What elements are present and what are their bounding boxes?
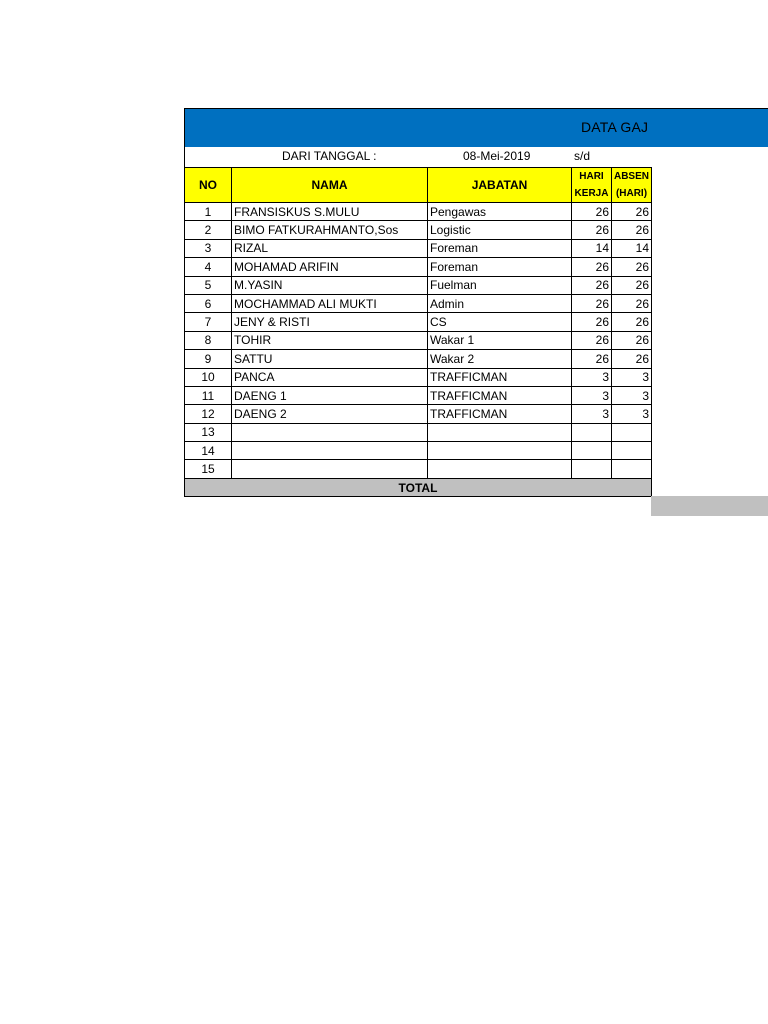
cell-absen[interactable]: 26 — [612, 258, 652, 276]
table-row — [185, 313, 652, 331]
header-absen — [612, 168, 652, 203]
total-row — [185, 478, 652, 496]
cell-nama[interactable]: DAENG 2 — [232, 405, 428, 423]
cell-no[interactable]: 4 — [185, 258, 232, 276]
sheet-title: DATA GAJ — [581, 119, 649, 135]
cell-hari-kerja[interactable]: 26 — [572, 294, 612, 312]
cell-hari-kerja[interactable]: 3 — [572, 405, 612, 423]
cell-hari-kerja[interactable]: 26 — [572, 276, 612, 294]
cell-no[interactable]: 12 — [185, 405, 232, 423]
cell-jabatan[interactable]: Logistic — [428, 221, 572, 239]
cell-no[interactable]: 3 — [185, 239, 232, 257]
table-row — [185, 331, 652, 349]
cell-nama[interactable]: M.YASIN — [232, 276, 428, 294]
cell-nama[interactable] — [232, 423, 428, 441]
cell-nama[interactable]: FRANSISKUS S.MULU — [232, 203, 428, 221]
cell-nama[interactable]: MOCHAMMAD ALI MUKTI — [232, 294, 428, 312]
cell-absen[interactable]: 26 — [612, 276, 652, 294]
cell-jabatan[interactable]: TRAFFICMAN — [428, 405, 572, 423]
cell-jabatan[interactable]: Wakar 1 — [428, 331, 572, 349]
cell-jabatan[interactable] — [428, 460, 572, 478]
cell-hari-kerja[interactable]: 3 — [572, 368, 612, 386]
cell-jabatan[interactable]: CS — [428, 313, 572, 331]
table-row — [185, 460, 652, 478]
cell-hari-kerja[interactable]: 26 — [572, 313, 612, 331]
header-absen-line1: ABSEN — [613, 171, 649, 182]
cell-absen[interactable]: 3 — [612, 405, 652, 423]
cell-absen[interactable]: 14 — [612, 239, 652, 257]
title-bar — [184, 108, 768, 147]
cell-no[interactable]: 9 — [185, 350, 232, 368]
cell-hari-kerja[interactable]: 26 — [572, 331, 612, 349]
cell-absen[interactable]: 26 — [612, 350, 652, 368]
cell-no[interactable]: 15 — [185, 460, 232, 478]
cell-jabatan[interactable]: Pengawas — [428, 203, 572, 221]
cell-jabatan[interactable]: Foreman — [428, 239, 572, 257]
cell-no[interactable]: 10 — [185, 368, 232, 386]
table-row — [185, 258, 652, 276]
table-row — [185, 405, 652, 423]
table-row — [185, 350, 652, 368]
cell-absen[interactable] — [612, 442, 652, 460]
table-row — [185, 276, 652, 294]
cell-hari-kerja[interactable]: 3 — [572, 386, 612, 404]
cell-nama[interactable]: TOHIR — [232, 331, 428, 349]
cell-nama[interactable]: JENY & RISTI — [232, 313, 428, 331]
table-row — [185, 423, 652, 441]
cell-no[interactable]: 13 — [185, 423, 232, 441]
total-row-extension — [651, 496, 768, 516]
cell-no[interactable]: 11 — [185, 386, 232, 404]
cell-hari-kerja[interactable] — [572, 442, 612, 460]
cell-nama[interactable] — [232, 442, 428, 460]
cell-nama[interactable]: PANCA — [232, 368, 428, 386]
cell-hari-kerja[interactable]: 26 — [572, 203, 612, 221]
total-label: TOTAL — [185, 478, 652, 496]
cell-nama[interactable]: DAENG 1 — [232, 386, 428, 404]
employee-table — [184, 167, 652, 497]
cell-absen[interactable] — [612, 423, 652, 441]
cell-no[interactable]: 14 — [185, 442, 232, 460]
cell-no[interactable]: 2 — [185, 221, 232, 239]
cell-hari-kerja[interactable] — [572, 460, 612, 478]
cell-jabatan[interactable]: TRAFFICMAN — [428, 368, 572, 386]
cell-hari-kerja[interactable]: 26 — [572, 221, 612, 239]
cell-hari-kerja[interactable]: 26 — [572, 258, 612, 276]
cell-jabatan[interactable] — [428, 423, 572, 441]
cell-nama[interactable]: RIZAL — [232, 239, 428, 257]
cell-hari-kerja[interactable] — [572, 423, 612, 441]
cell-jabatan[interactable]: Fuelman — [428, 276, 572, 294]
header-nama: NAMA — [232, 168, 428, 203]
cell-absen[interactable] — [612, 460, 652, 478]
cell-jabatan[interactable]: Admin — [428, 294, 572, 312]
table-row — [185, 386, 652, 404]
cell-absen[interactable]: 3 — [612, 386, 652, 404]
cell-absen[interactable]: 26 — [612, 331, 652, 349]
cell-jabatan[interactable]: TRAFFICMAN — [428, 386, 572, 404]
header-hari-kerja — [572, 168, 612, 203]
table-row — [185, 221, 652, 239]
cell-absen[interactable]: 26 — [612, 221, 652, 239]
date-range-row — [184, 147, 651, 167]
cell-jabatan[interactable] — [428, 442, 572, 460]
cell-nama[interactable] — [232, 460, 428, 478]
header-hari-kerja-line1: HARI — [579, 171, 604, 182]
date-to-separator: s/d — [574, 149, 591, 163]
date-from-label: DARI TANGGAL : — [282, 149, 377, 163]
header-no: NO — [185, 168, 232, 203]
cell-nama[interactable]: SATTU — [232, 350, 428, 368]
date-from-value[interactable]: 08-Mei-2019 — [463, 149, 531, 163]
table-row — [185, 239, 652, 257]
cell-absen[interactable]: 3 — [612, 368, 652, 386]
cell-no[interactable]: 1 — [185, 203, 232, 221]
table-row — [185, 442, 652, 460]
table-row — [185, 368, 652, 386]
cell-jabatan[interactable]: Wakar 2 — [428, 350, 572, 368]
cell-jabatan[interactable]: Foreman — [428, 258, 572, 276]
cell-no[interactable]: 5 — [185, 276, 232, 294]
cell-nama[interactable]: BIMO FATKURAHMANTO,Sos — [232, 221, 428, 239]
header-absen-line2: (HARI) — [615, 188, 648, 199]
cell-absen[interactable]: 26 — [612, 294, 652, 312]
table-row — [185, 203, 652, 221]
cell-no[interactable]: 7 — [185, 313, 232, 331]
cell-no[interactable]: 8 — [185, 331, 232, 349]
table-header-row — [185, 168, 652, 203]
cell-absen[interactable]: 26 — [612, 203, 652, 221]
cell-absen[interactable]: 26 — [612, 313, 652, 331]
header-jabatan: JABATAN — [428, 168, 572, 203]
table-row — [185, 294, 652, 312]
header-hari-kerja-line2: KERJA — [574, 188, 609, 199]
cell-hari-kerja[interactable]: 14 — [572, 239, 612, 257]
cell-no[interactable]: 6 — [185, 294, 232, 312]
cell-hari-kerja[interactable]: 26 — [572, 350, 612, 368]
cell-nama[interactable]: MOHAMAD ARIFIN — [232, 258, 428, 276]
